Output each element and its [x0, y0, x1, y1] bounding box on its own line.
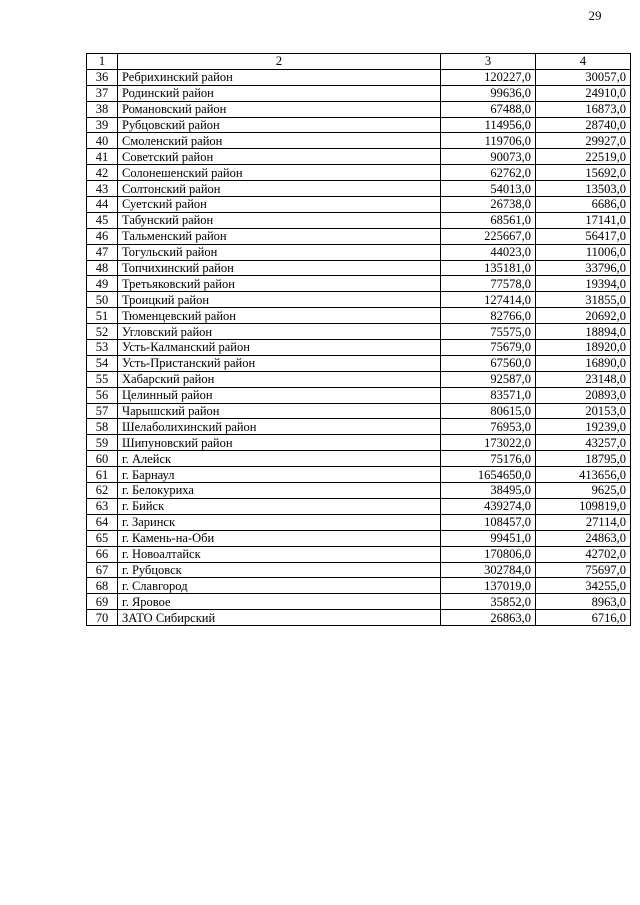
value-col4-cell: 413656,0: [536, 467, 631, 483]
row-number-cell: 56: [87, 387, 118, 403]
district-name-cell: г. Барнаул: [118, 467, 441, 483]
district-name-cell: г. Новоалтайск: [118, 546, 441, 562]
value-col4-cell: 109819,0: [536, 498, 631, 514]
district-name-cell: г. Бийск: [118, 498, 441, 514]
table-row: [87, 101, 631, 117]
value-col3-cell: 108457,0: [441, 514, 536, 530]
data-table: [86, 53, 631, 626]
row-number-cell: 42: [87, 165, 118, 181]
value-col3-cell: 120227,0: [441, 69, 536, 85]
column-header: 3: [441, 54, 536, 70]
district-name-cell: Тогульский район: [118, 244, 441, 260]
row-number-cell: 64: [87, 514, 118, 530]
value-col4-cell: 17141,0: [536, 212, 631, 228]
value-col3-cell: 170806,0: [441, 546, 536, 562]
district-name-cell: Смоленский район: [118, 133, 441, 149]
table-row: [87, 133, 631, 149]
table-row: [87, 260, 631, 276]
value-col4-cell: 33796,0: [536, 260, 631, 276]
value-col3-cell: 114956,0: [441, 117, 536, 133]
value-col3-cell: 35852,0: [441, 594, 536, 610]
value-col4-cell: 18795,0: [536, 451, 631, 467]
district-name-cell: Усть-Пристанский район: [118, 355, 441, 371]
value-col4-cell: 18920,0: [536, 340, 631, 356]
value-col4-cell: 20692,0: [536, 308, 631, 324]
row-number-cell: 50: [87, 292, 118, 308]
district-name-cell: г. Камень-на-Оби: [118, 530, 441, 546]
table-row: [87, 149, 631, 165]
row-number-cell: 52: [87, 324, 118, 340]
row-number-cell: 59: [87, 435, 118, 451]
table-row: [87, 514, 631, 530]
district-name-cell: Топчихинский район: [118, 260, 441, 276]
district-name-cell: Солтонский район: [118, 181, 441, 197]
value-col3-cell: 67560,0: [441, 355, 536, 371]
district-name-cell: Ребрихинский район: [118, 69, 441, 85]
row-number-cell: 68: [87, 578, 118, 594]
value-col3-cell: 77578,0: [441, 276, 536, 292]
district-name-cell: г. Рубцовск: [118, 562, 441, 578]
table-row: [87, 276, 631, 292]
value-col3-cell: 54013,0: [441, 181, 536, 197]
table-row: [87, 181, 631, 197]
value-col3-cell: 82766,0: [441, 308, 536, 324]
table-row: [87, 340, 631, 356]
table-row: [87, 308, 631, 324]
row-number-cell: 57: [87, 403, 118, 419]
value-col3-cell: 137019,0: [441, 578, 536, 594]
value-col4-cell: 19394,0: [536, 276, 631, 292]
value-col4-cell: 6716,0: [536, 610, 631, 626]
table-row: [87, 197, 631, 213]
row-number-cell: 44: [87, 197, 118, 213]
table-row: [87, 435, 631, 451]
district-name-cell: Третьяковский район: [118, 276, 441, 292]
row-number-cell: 47: [87, 244, 118, 260]
table-row: [87, 387, 631, 403]
value-col3-cell: 439274,0: [441, 498, 536, 514]
district-name-cell: г. Яровое: [118, 594, 441, 610]
value-col3-cell: 75575,0: [441, 324, 536, 340]
value-col4-cell: 29927,0: [536, 133, 631, 149]
row-number-cell: 37: [87, 85, 118, 101]
table-row: [87, 165, 631, 181]
value-col3-cell: 75176,0: [441, 451, 536, 467]
value-col3-cell: 1654650,0: [441, 467, 536, 483]
district-name-cell: Хабарский район: [118, 371, 441, 387]
table-row: [87, 498, 631, 514]
value-col3-cell: 99636,0: [441, 85, 536, 101]
value-col3-cell: 302784,0: [441, 562, 536, 578]
district-name-cell: Суетский район: [118, 197, 441, 213]
district-name-cell: г. Белокуриха: [118, 483, 441, 499]
row-number-cell: 63: [87, 498, 118, 514]
value-col4-cell: 20153,0: [536, 403, 631, 419]
value-col3-cell: 119706,0: [441, 133, 536, 149]
district-name-cell: Тальменский район: [118, 228, 441, 244]
value-col4-cell: 27114,0: [536, 514, 631, 530]
value-col4-cell: 42702,0: [536, 546, 631, 562]
district-name-cell: Шипуновский район: [118, 435, 441, 451]
row-number-cell: 41: [87, 149, 118, 165]
table-row: [87, 228, 631, 244]
table-row: [87, 371, 631, 387]
table-row: [87, 419, 631, 435]
district-name-cell: Угловский район: [118, 324, 441, 340]
district-name-cell: Усть-Калманский район: [118, 340, 441, 356]
page-number: 29: [588, 8, 602, 23]
district-name-cell: Шелаболихинский район: [118, 419, 441, 435]
row-number-cell: 48: [87, 260, 118, 276]
value-col4-cell: 9625,0: [536, 483, 631, 499]
value-col4-cell: 19239,0: [536, 419, 631, 435]
value-col3-cell: 26738,0: [441, 197, 536, 213]
value-col4-cell: 6686,0: [536, 197, 631, 213]
value-col4-cell: 30057,0: [536, 69, 631, 85]
value-col3-cell: 92587,0: [441, 371, 536, 387]
column-header: 4: [536, 54, 631, 70]
value-col3-cell: 80615,0: [441, 403, 536, 419]
row-number-cell: 67: [87, 562, 118, 578]
row-number-cell: 70: [87, 610, 118, 626]
value-col3-cell: 26863,0: [441, 610, 536, 626]
district-name-cell: Тюменцевский район: [118, 308, 441, 324]
value-col3-cell: 90073,0: [441, 149, 536, 165]
row-number-cell: 69: [87, 594, 118, 610]
row-number-cell: 62: [87, 483, 118, 499]
district-name-cell: г. Алейск: [118, 451, 441, 467]
district-name-cell: ЗАТО Сибирский: [118, 610, 441, 626]
row-number-cell: 40: [87, 133, 118, 149]
row-number-cell: 60: [87, 451, 118, 467]
value-col3-cell: 83571,0: [441, 387, 536, 403]
value-col3-cell: 225667,0: [441, 228, 536, 244]
district-name-cell: г. Заринск: [118, 514, 441, 530]
value-col3-cell: 127414,0: [441, 292, 536, 308]
value-col4-cell: 23148,0: [536, 371, 631, 387]
table-row: [87, 562, 631, 578]
value-col3-cell: 135181,0: [441, 260, 536, 276]
table-row: [87, 594, 631, 610]
table-row: [87, 355, 631, 371]
row-number-cell: 65: [87, 530, 118, 546]
value-col4-cell: 13503,0: [536, 181, 631, 197]
district-name-cell: Советский район: [118, 149, 441, 165]
district-name-cell: Рубцовский район: [118, 117, 441, 133]
table-row: [87, 451, 631, 467]
value-col4-cell: 28740,0: [536, 117, 631, 133]
value-col3-cell: 44023,0: [441, 244, 536, 260]
column-header: 2: [118, 54, 441, 70]
table-row: [87, 292, 631, 308]
row-number-cell: 66: [87, 546, 118, 562]
district-name-cell: Троицкий район: [118, 292, 441, 308]
district-name-cell: Родинский район: [118, 85, 441, 101]
value-col4-cell: 18894,0: [536, 324, 631, 340]
value-col4-cell: 8963,0: [536, 594, 631, 610]
table-row: [87, 483, 631, 499]
row-number-cell: 55: [87, 371, 118, 387]
table-row: [87, 212, 631, 228]
table-row: [87, 85, 631, 101]
table-row: [87, 117, 631, 133]
value-col3-cell: 67488,0: [441, 101, 536, 117]
value-col4-cell: 16873,0: [536, 101, 631, 117]
row-number-cell: 38: [87, 101, 118, 117]
value-col3-cell: 62762,0: [441, 165, 536, 181]
district-name-cell: Чарышский район: [118, 403, 441, 419]
row-number-cell: 49: [87, 276, 118, 292]
value-col4-cell: 34255,0: [536, 578, 631, 594]
table-header-row: [87, 54, 631, 70]
column-header: 1: [87, 54, 118, 70]
value-col3-cell: 173022,0: [441, 435, 536, 451]
district-name-cell: Табунский район: [118, 212, 441, 228]
row-number-cell: 45: [87, 212, 118, 228]
row-number-cell: 39: [87, 117, 118, 133]
value-col3-cell: 75679,0: [441, 340, 536, 356]
row-number-cell: 54: [87, 355, 118, 371]
district-name-cell: г. Славгород: [118, 578, 441, 594]
district-name-cell: Романовский район: [118, 101, 441, 117]
row-number-cell: 46: [87, 228, 118, 244]
value-col4-cell: 16890,0: [536, 355, 631, 371]
row-number-cell: 51: [87, 308, 118, 324]
row-number-cell: 53: [87, 340, 118, 356]
row-number-cell: 36: [87, 69, 118, 85]
district-name-cell: Целинный район: [118, 387, 441, 403]
table-row: [87, 324, 631, 340]
value-col4-cell: 22519,0: [536, 149, 631, 165]
value-col4-cell: 31855,0: [536, 292, 631, 308]
table-row: [87, 546, 631, 562]
value-col4-cell: 24863,0: [536, 530, 631, 546]
value-col3-cell: 38495,0: [441, 483, 536, 499]
value-col3-cell: 68561,0: [441, 212, 536, 228]
value-col4-cell: 11006,0: [536, 244, 631, 260]
table-row: [87, 244, 631, 260]
row-number-cell: 61: [87, 467, 118, 483]
value-col3-cell: 99451,0: [441, 530, 536, 546]
table-row: [87, 610, 631, 626]
value-col4-cell: 24910,0: [536, 85, 631, 101]
table-row: [87, 403, 631, 419]
table-row: [87, 578, 631, 594]
value-col4-cell: 56417,0: [536, 228, 631, 244]
value-col4-cell: 43257,0: [536, 435, 631, 451]
value-col4-cell: 20893,0: [536, 387, 631, 403]
value-col3-cell: 76953,0: [441, 419, 536, 435]
value-col4-cell: 75697,0: [536, 562, 631, 578]
row-number-cell: 43: [87, 181, 118, 197]
table-row: [87, 530, 631, 546]
table-row: [87, 467, 631, 483]
row-number-cell: 58: [87, 419, 118, 435]
table-row: [87, 69, 631, 85]
value-col4-cell: 15692,0: [536, 165, 631, 181]
district-name-cell: Солонешенский район: [118, 165, 441, 181]
